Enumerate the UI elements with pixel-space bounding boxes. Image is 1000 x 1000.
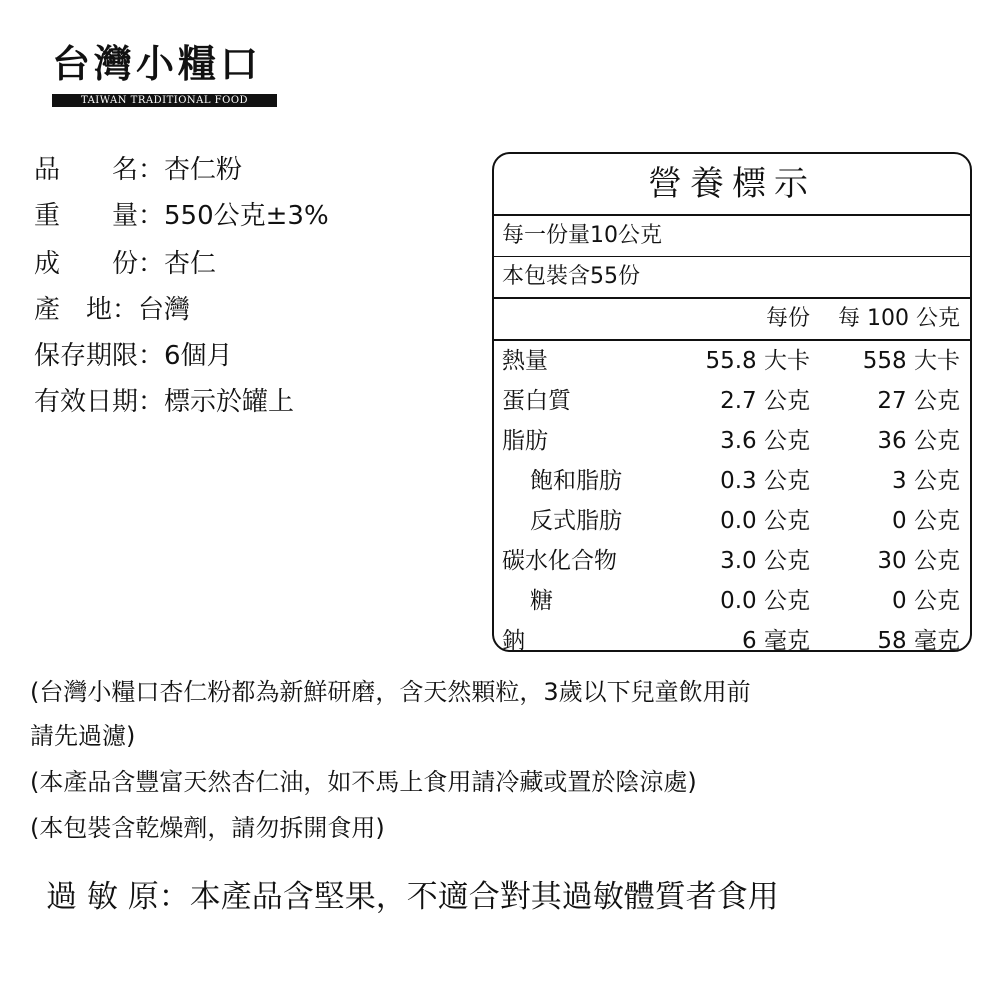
nutrition-row-fat	[494, 421, 970, 461]
info-row-expiry	[34, 382, 294, 422]
nutrition-facts-table	[492, 152, 972, 652]
brand-logo	[52, 40, 277, 107]
note-line: (台灣小糧口杏仁粉都為新鮮研磨，含天然顆粒，3歲以下兒童飲用前	[30, 678, 751, 706]
brand-name-en: TAIWAN TRADITIONAL FOOD	[52, 94, 277, 107]
info-label: 產 地：	[34, 295, 139, 325]
nutrient-name: 熱量	[502, 348, 548, 374]
servings-per-package: 本包裝含55份	[494, 257, 970, 299]
allergen-label: 過 敏 原：	[46, 879, 190, 915]
info-label: 品 名：	[34, 155, 165, 185]
nutrient-name: 糖	[530, 588, 553, 614]
info-row-shelf-life	[34, 336, 233, 376]
info-value: 杏仁	[164, 249, 217, 279]
per-serving-value: 2.7 公克	[720, 388, 810, 414]
nutrition-row-saturated-fat	[494, 461, 970, 501]
info-value: 杏仁粉	[164, 155, 243, 185]
allergen-statement	[46, 874, 779, 920]
nutrition-row-trans-fat	[494, 501, 970, 541]
brand-name-cn: 台灣小糧口	[52, 41, 263, 86]
info-label: 保存期限：	[34, 341, 165, 371]
per-100g-value: 30 公克	[877, 548, 960, 574]
info-label: 有效日期：	[34, 387, 165, 417]
note-line: 請先過濾)	[30, 722, 136, 750]
nutrition-row-carbohydrate	[494, 541, 970, 581]
per-100g-value: 0 公克	[892, 588, 960, 614]
per-100g-value: 36 公克	[877, 428, 960, 454]
nutrient-name: 脂肪	[502, 428, 548, 454]
info-value: 6個月	[164, 341, 233, 371]
per-100g-value: 27 公克	[877, 388, 960, 414]
info-value: 標示於罐上	[164, 387, 295, 417]
info-value: 550公克±3%	[164, 201, 329, 231]
per-serving-value: 55.8 大卡	[705, 348, 810, 374]
nutrition-row-calories	[494, 341, 970, 381]
per-100g-value: 558 大卡	[862, 348, 960, 374]
info-row-weight	[34, 196, 329, 236]
nutrient-name: 鈉	[502, 628, 525, 652]
nutrition-title: 營養標示	[494, 154, 970, 216]
nutrient-name: 反式脂肪	[530, 508, 622, 534]
per-serving-value: 0.0 公克	[720, 508, 810, 534]
per-100g-value: 0 公克	[892, 508, 960, 534]
per-100g-value: 3 公克	[892, 468, 960, 494]
allergen-text: 本產品含堅果，不適合對其過敏體質者食用	[189, 879, 779, 915]
serving-size: 每一份量10公克	[494, 216, 970, 257]
per-serving-value: 0.3 公克	[720, 468, 810, 494]
per-serving-value: 3.0 公克	[720, 548, 810, 574]
info-value: 台灣	[138, 295, 191, 325]
nutrient-name: 碳水化合物	[502, 548, 617, 574]
info-row-name	[34, 150, 242, 190]
info-row-origin	[34, 290, 190, 330]
per-serving-value: 6 毫克	[742, 628, 810, 652]
col-per-serving: 每份	[765, 306, 810, 331]
note-line: (本包裝含乾燥劑，請勿拆開食用)	[30, 814, 385, 842]
nutrient-name: 蛋白質	[502, 388, 571, 414]
nutrient-name: 飽和脂肪	[530, 468, 622, 494]
info-label: 成 份：	[34, 249, 165, 279]
per-serving-value: 0.0 公克	[720, 588, 810, 614]
nutrition-header-row	[494, 299, 970, 341]
info-label: 重 量：	[34, 201, 165, 231]
per-serving-value: 3.6 公克	[720, 428, 810, 454]
note-line: (本產品含豐富天然杏仁油，如不馬上食用請冷藏或置於陰涼處)	[30, 768, 697, 796]
per-100g-value: 58 毫克	[877, 628, 960, 652]
nutrition-row-sugar	[494, 581, 970, 621]
nutrition-row-sodium	[494, 621, 970, 652]
info-row-ingredients	[34, 244, 216, 284]
col-per-100g: 每 100 公克	[838, 306, 960, 331]
nutrition-row-protein	[494, 381, 970, 421]
